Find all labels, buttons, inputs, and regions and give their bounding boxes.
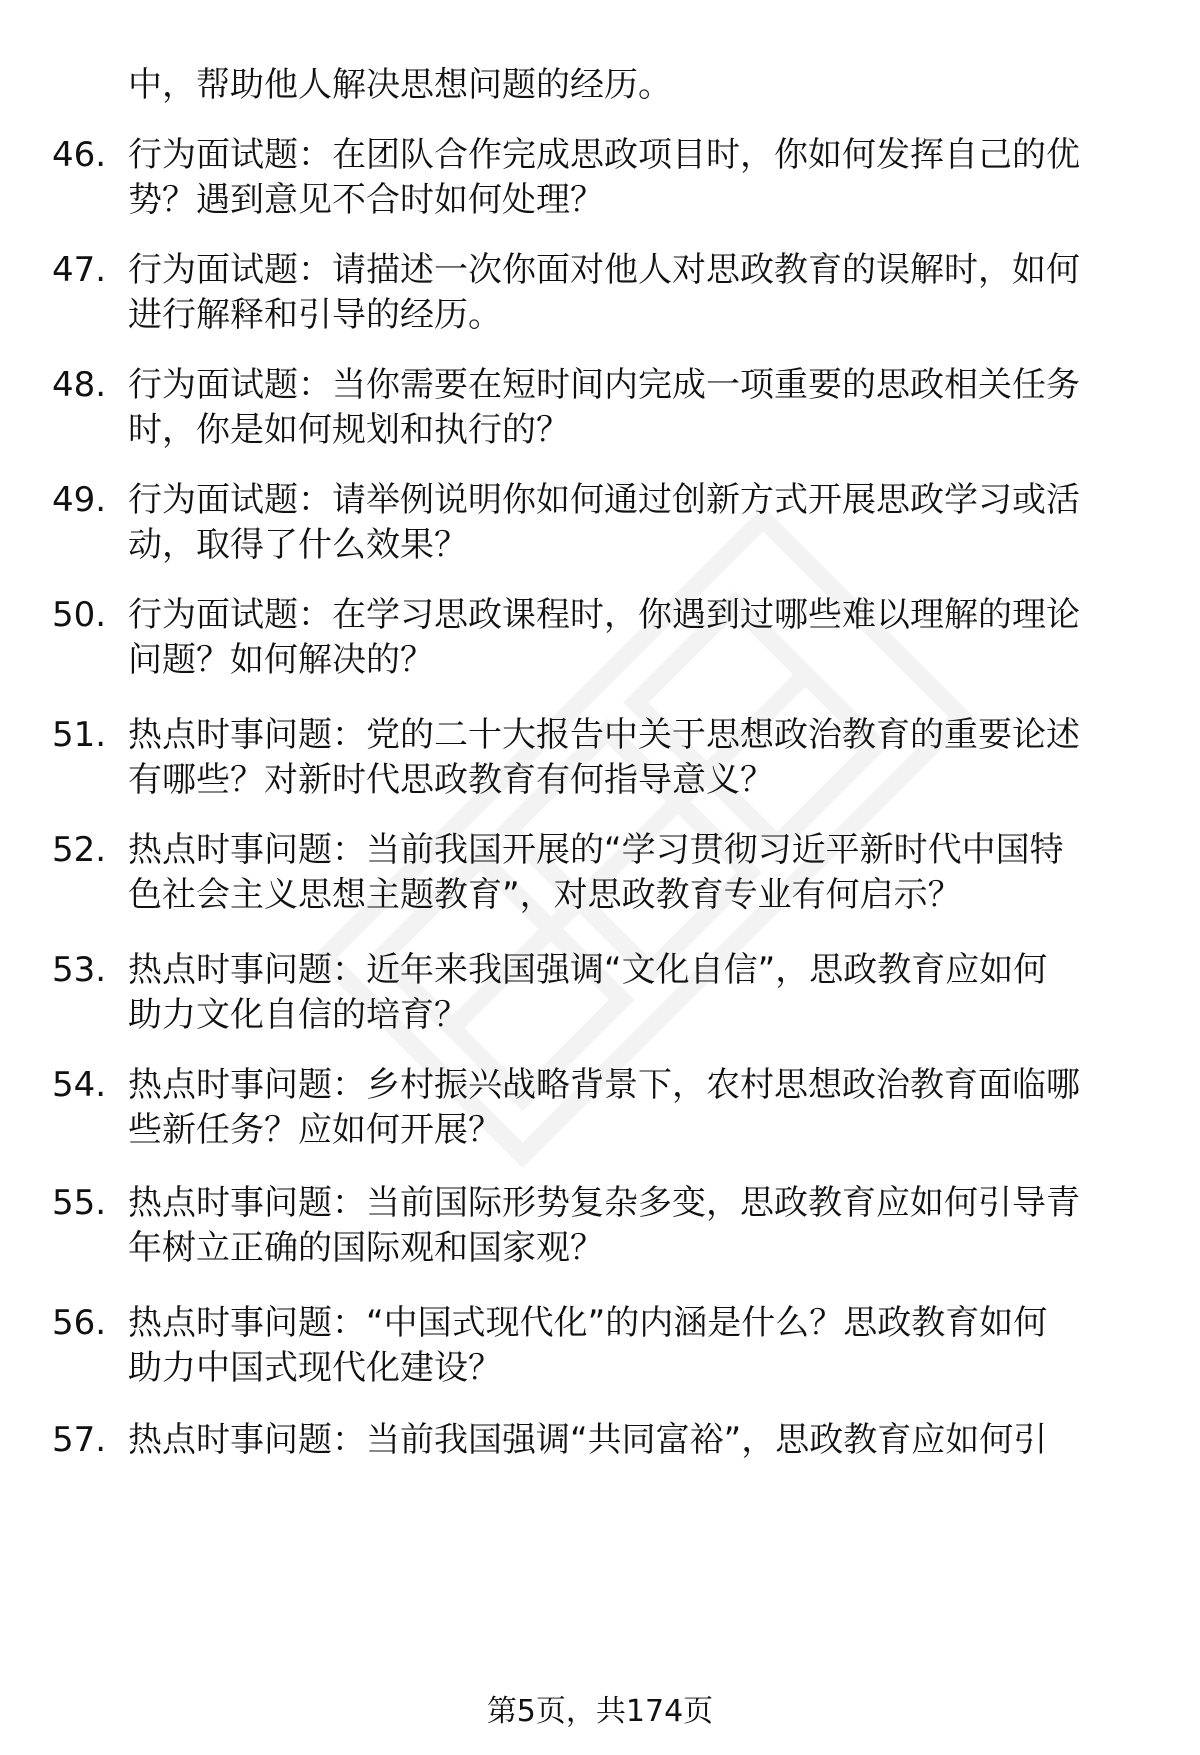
continuation-text: 中，帮助他人解决思想问题的经历。 (128, 65, 672, 105)
list-item (0, 590, 1200, 700)
list-item (0, 1178, 1200, 1288)
page-footer: 第5页，共174页 (486, 1694, 714, 1729)
item-number: 52. (52, 830, 107, 870)
item-text-line2: 势？遇到意见不合时如何处理？ (128, 180, 604, 220)
list-item (0, 130, 1200, 240)
item-text-line1: 热点时事问题：当前我国强调“共同富裕”，思政教育应如何引 (128, 1420, 1048, 1460)
item-text-line1: 热点时事问题：近年来我国强调“文化自信”，思政教育应如何 (128, 950, 1048, 990)
item-text-line2: 问题？如何解决的？ (128, 640, 434, 680)
item-text-line1: 热点时事问题：当前我国开展的“学习贯彻习近平新时代中国特 (128, 830, 1064, 870)
item-number: 48. (52, 365, 107, 405)
item-number: 49. (52, 480, 107, 520)
item-text-line2: 助力中国式现代化建设？ (128, 1348, 502, 1388)
item-text-line1: 热点时事问题：党的二十大报告中关于思想政治教育的重要论述 (128, 715, 1080, 755)
item-text-line1: 行为面试题：请举例说明你如何通过创新方式开展思政学习或活 (128, 480, 1080, 520)
item-text-line1: 热点时事问题：乡村振兴战略背景下，农村思想政治教育面临哪 (128, 1065, 1080, 1105)
list-item (0, 360, 1200, 470)
item-number: 57. (52, 1420, 107, 1460)
list-item (0, 945, 1200, 1055)
item-number: 54. (52, 1065, 107, 1105)
list-item (0, 1298, 1200, 1408)
list-item (0, 825, 1200, 935)
item-text-line2: 有哪些？对新时代思政教育有何指导意义？ (128, 760, 774, 800)
item-number: 56. (52, 1303, 107, 1343)
item-text-line1: 行为面试题：当你需要在短时间内完成一项重要的思政相关任务 (128, 365, 1080, 405)
item-text-line2: 进行解释和引导的经历。 (128, 295, 502, 335)
item-text-line1: 热点时事问题：当前国际形势复杂多变，思政教育应如何引导青 (128, 1183, 1080, 1223)
item-text-line2: 动，取得了什么效果？ (128, 525, 468, 565)
list-item (0, 1415, 1200, 1525)
item-text-line2: 时，你是如何规划和执行的？ (128, 410, 570, 450)
item-text-line1: 行为面试题：请描述一次你面对他人对思政教育的误解时，如何 (128, 250, 1080, 290)
item-number: 55. (52, 1183, 107, 1223)
item-text-line1: 行为面试题：在团队合作完成思政项目时，你如何发挥自己的优 (128, 135, 1080, 175)
list-item (0, 1060, 1200, 1170)
item-text-line2: 年树立正确的国际观和国家观？ (128, 1228, 604, 1268)
item-text-line2: 色社会主义思想主题教育”，对思政教育专业有何启示？ (128, 875, 962, 915)
list-item (0, 475, 1200, 585)
item-text-line1: 行为面试题：在学习思政课程时，你遇到过哪些难以理解的理论 (128, 595, 1080, 635)
list-item (0, 710, 1200, 820)
item-number: 47. (52, 250, 107, 290)
item-text-line2: 助力文化自信的培育？ (128, 995, 468, 1035)
item-number: 51. (52, 715, 107, 755)
item-text-line1: 热点时事问题：“中国式现代化”的内涵是什么？思政教育如何 (128, 1303, 1048, 1343)
list-item (0, 245, 1200, 355)
item-text-line2: 些新任务？应如何开展？ (128, 1110, 502, 1150)
item-number: 53. (52, 950, 107, 990)
item-number: 46. (52, 135, 107, 175)
item-number: 50. (52, 595, 107, 635)
